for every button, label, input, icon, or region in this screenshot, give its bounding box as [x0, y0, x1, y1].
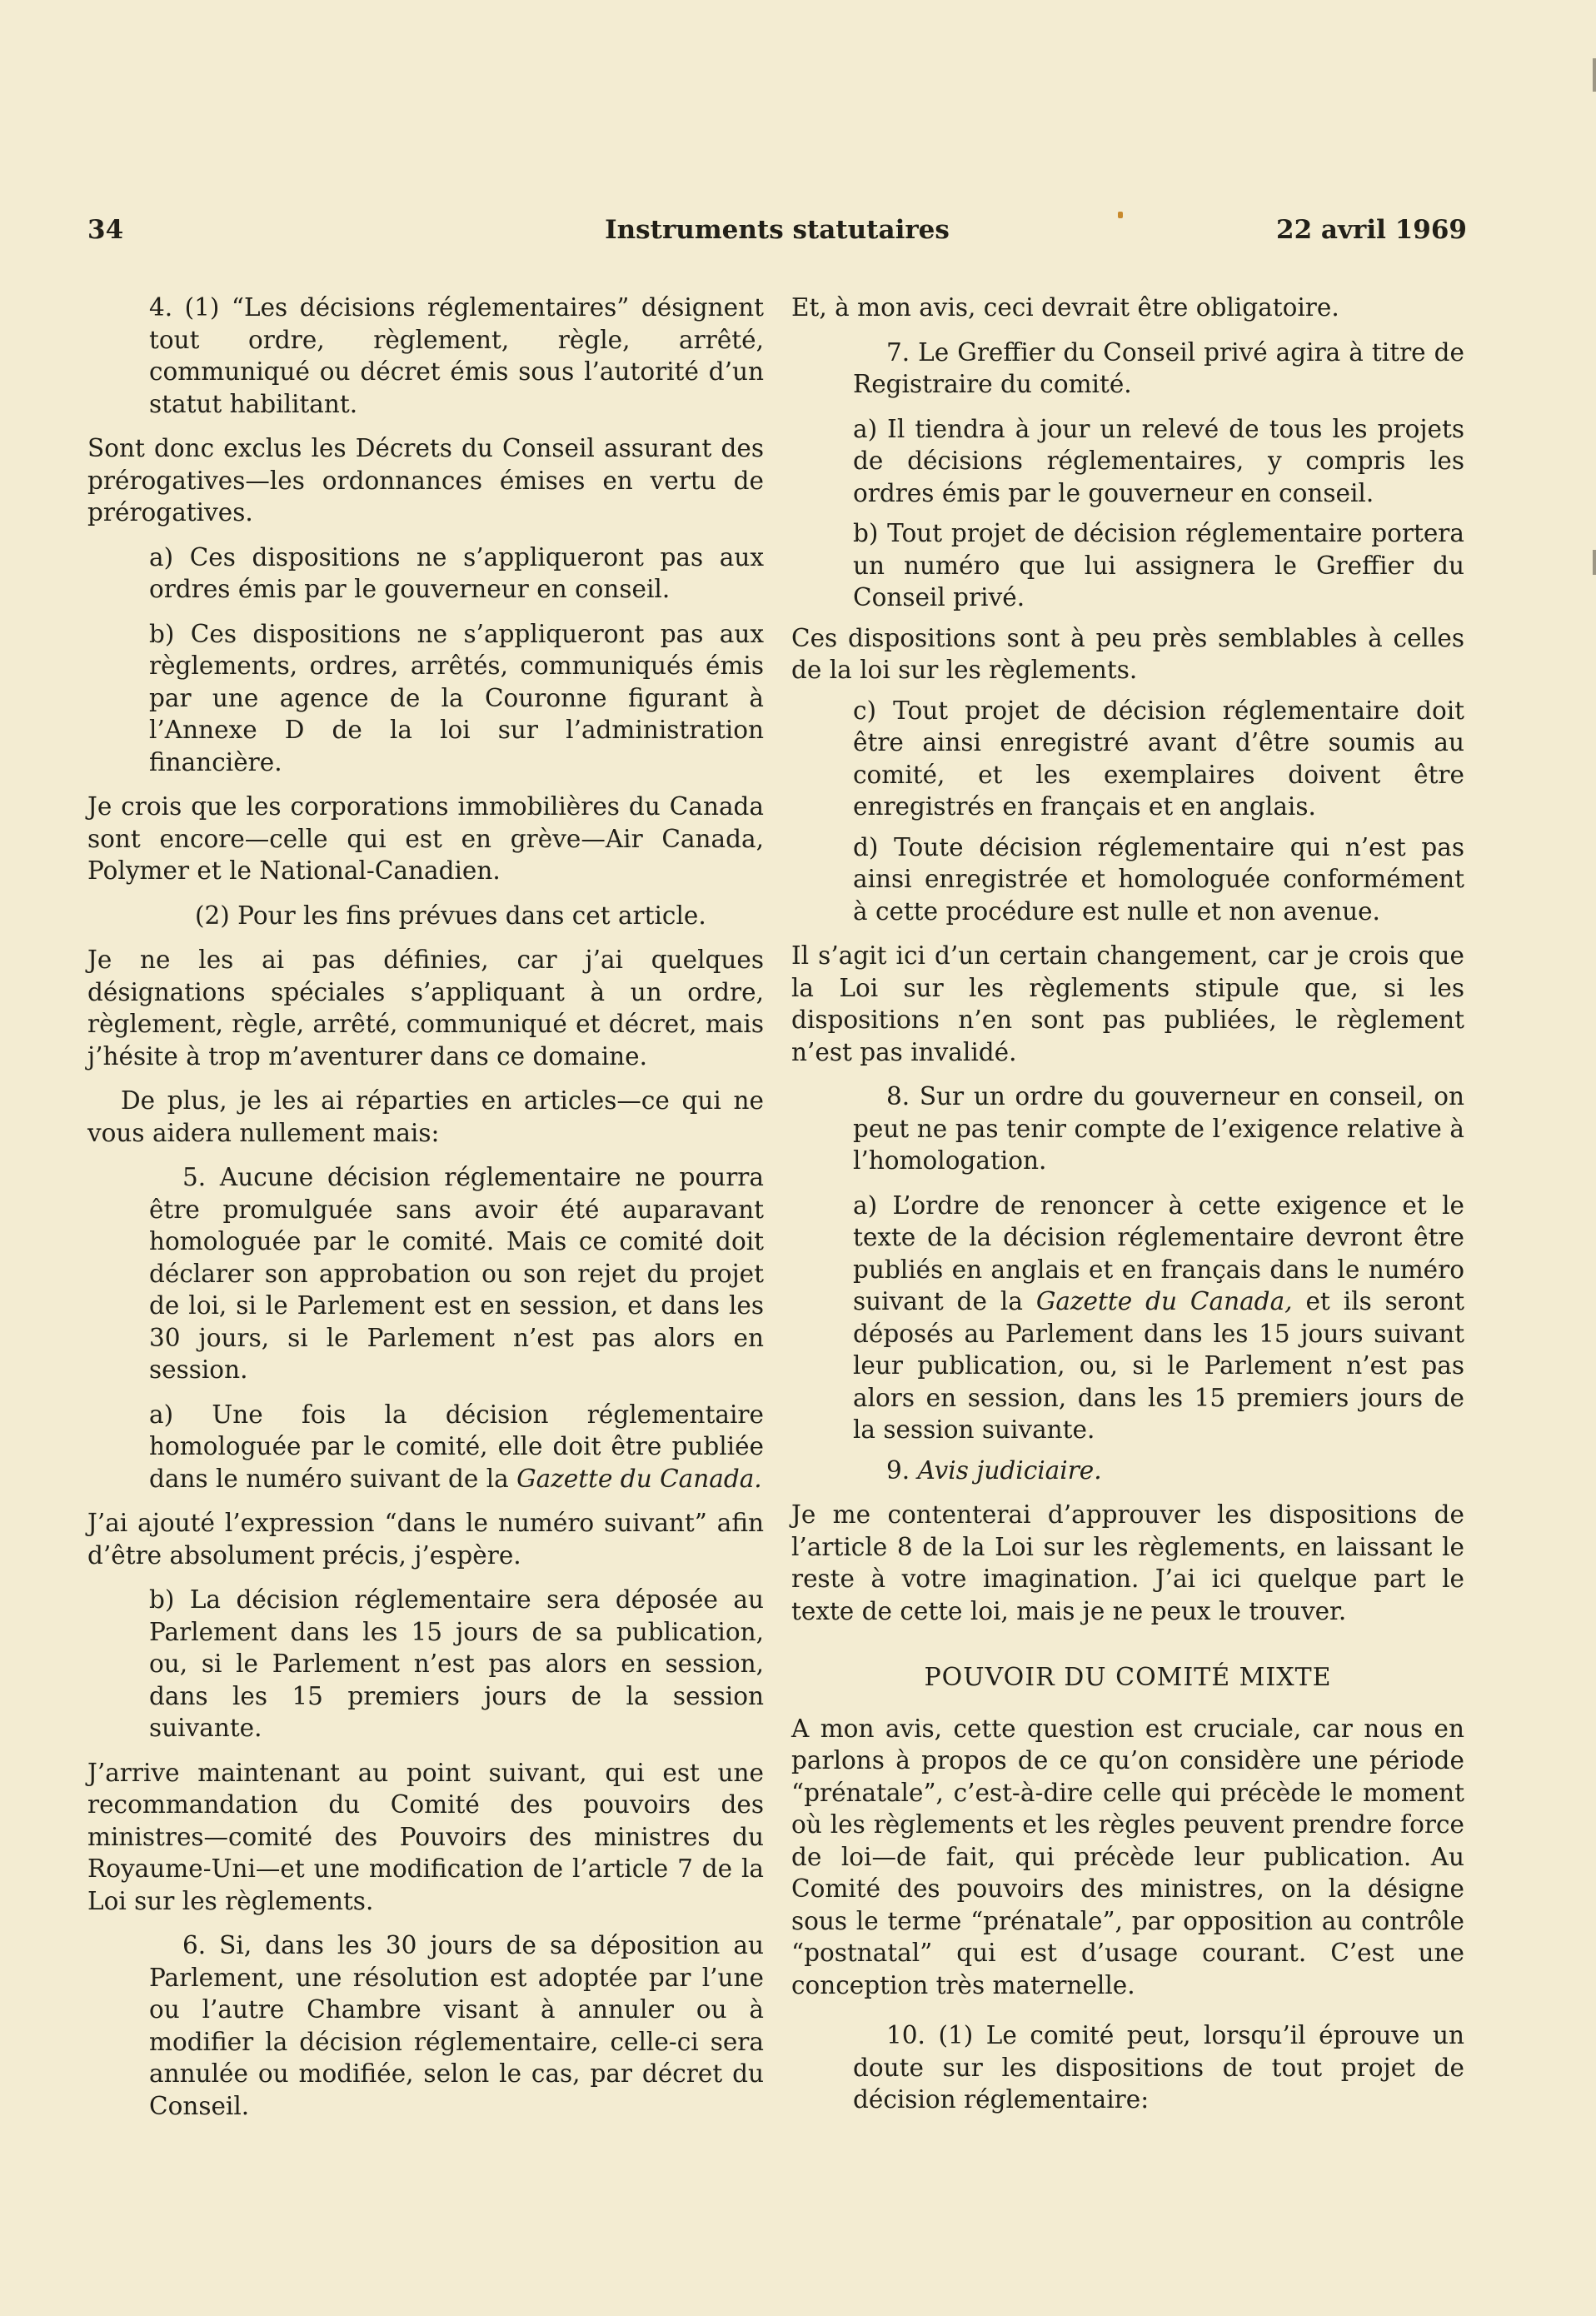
clause-8a-text-cont: et ils seront déposés au Parlement dans les 15 jours suivant leur publication, ou, si le Parlement n’est pas alors en session, dans les 15 premiers jours de la session suivante.	[853, 1287, 1464, 1444]
paragraph: J’arrive maintenant au point suivant, qui est une recommandation du Comité des pouvoirs des ministres—comité des Pouvoirs des ministres du Royaume-Uni—et une modification de l’article 7 de la Loi sur les règlements.	[87, 1758, 764, 1915]
paragraph: J’ai ajouté l’expression “dans le numéro suivant” afin d’être absolument précis, j’espère.	[87, 1509, 764, 1570]
paragraph: Ces dispositions sont à peu près semblables à celles de la loi sur les règlements.	[791, 623, 1464, 684]
gazette-title: Gazette du Canada.	[516, 1464, 762, 1493]
section-4-1: 4. (1) “Les décisions réglementaires” désignent tout ordre, règlement, règle, arrêté, communiqué ou décret émis sous l’autorité d’un statut habilitant.	[149, 293, 764, 418]
section-7: 7. Le Greffier du Conseil privé agira à titre de Registraire du comité.	[853, 337, 1464, 398]
paragraph: Je me contenterai d’approuver les dispositions de l’article 8 de la Loi sur les règlements, en laissant le reste à votre imagination. J’ai ici quelque part le texte de cette loi, mais je ne peux le trouver.	[791, 1500, 1464, 1625]
left-column	[87, 292, 764, 2134]
gazette-title: Gazette du Canada,	[1035, 1287, 1293, 1315]
clause-8a	[853, 1190, 1464, 1446]
clause-5a	[149, 1399, 764, 1495]
clause-7b: b) Tout projet de décision réglementaire portera un numéro que lui assignera le Greffier du Conseil privé.	[853, 519, 1464, 611]
paragraph: Et, à mon avis, ceci devrait être obligatoire.	[791, 293, 1339, 322]
page-edge-mark	[1593, 550, 1596, 575]
clause-7a: a) Il tiendra à jour un relevé de tous les projets de décisions réglementaires, y compris les ordres émis par le gouverneur en conseil.	[853, 414, 1464, 507]
section-9-number: 9.	[886, 1455, 918, 1485]
section-5: 5. Aucune décision réglementaire ne pourra être promulguée sans avoir été auparavant homologuée par le comité. Mais ce comité doit déclarer son approbation ou son rejet du projet de loi, si le Parlement est en session, et dans les 30 jours, si le Parlement n’est pas alors en session.	[149, 1163, 764, 1384]
clause-7d: d) Toute décision réglementaire qui n’est pas ainsi enregistrée et homologuée conformément à cette procédure est nulle et non avenue.	[853, 832, 1464, 926]
clause-8a-text: a) L’ordre de renoncer à cette exigence et le texte de la décision réglementaire devront être publiés en anglais et en français dans le numéro suivant de la	[853, 1190, 1464, 1315]
page-header	[87, 215, 1467, 257]
right-column	[791, 292, 1464, 2129]
clause-b: b) Ces dispositions ne s’appliqueront pas aux règlements, ordres, arrêtés, communiqués émis par une agence de la Couronne figurant à l’Annexe D de la loi sur l’administration financière.	[149, 619, 764, 776]
page-date: 22 avril 1969	[1276, 215, 1467, 245]
paragraph: Sont donc exclus les Décrets du Conseil assurant des prérogatives—les ordonnances émises en vertu de prérogatives.	[87, 434, 764, 527]
clause-5a-text: a) Une fois la décision réglementaire homologuée par le comité, elle doit être publiée dans le numéro suivant de la	[149, 1400, 764, 1493]
paragraph: Je ne les ai pas définies, car j’ai quelques désignations spéciales s’appliquant à un ordre, règlement, règle, arrêté, communiqué et décret, mais j’hésite à trop m’aventurer dans ce domaine.	[87, 946, 764, 1071]
paragraph: De plus, je les ai réparties en articles—ce qui ne vous aidera nullement mais:	[87, 1086, 764, 1147]
paper-speck	[1118, 212, 1123, 218]
paragraph: Je crois que les corporations immobilières du Canada sont encore—celle qui est en grève—Air Canada, Polymer et le National-Canadien.	[87, 792, 764, 885]
page-number: 34	[87, 215, 124, 245]
section-heading: POUVOIR DU COMITÉ MIXTE	[924, 1663, 1332, 1692]
paragraph: Il s’agit ici d’un certain changement, car je crois que la Loi sur les règlements stipule que, si les dispositions n’en sont pas publiées, le règlement n’est pas invalidé.	[791, 941, 1464, 1066]
section-10-1: 10. (1) Le comité peut, lorsqu’il éprouve un doute sur les dispositions de tout projet de décision réglementaire:	[853, 2021, 1464, 2114]
section-4-2: (2) Pour les fins prévues dans cet article.	[195, 901, 706, 930]
clause-5b: b) La décision réglementaire sera déposée au Parlement dans les 15 jours de sa publication, ou, si le Parlement n’est pas alors en session, dans les 15 premiers jours de la session suivante.	[149, 1585, 764, 1742]
section-9	[853, 1455, 1464, 1487]
section-8: 8. Sur un ordre du gouverneur en conseil, on peut ne pas tenir compte de l’exigence relative à l’homologation.	[853, 1082, 1464, 1175]
clause-a: a) Ces dispositions ne s’appliqueront pas aux ordres émis par le gouverneur en conseil.	[149, 542, 764, 603]
running-title: Instruments statutaires	[605, 215, 950, 245]
section-9-title: Avis judiciaire.	[917, 1455, 1102, 1485]
page-edge-mark	[1593, 58, 1596, 92]
clause-7c: c) Tout projet de décision réglementaire doit être ainsi enregistré avant d’être soumis au comité, et les exemplaires doivent être enregistrés en français et en anglais.	[853, 696, 1464, 821]
section-6: 6. Si, dans les 30 jours de sa déposition au Parlement, une résolution est adoptée par l’une ou l’autre Chambre visant à annuler ou à modifier la décision réglementaire, celle-ci sera annulée ou modifiée, selon le cas, par décret du Conseil.	[149, 1931, 764, 2120]
paragraph: A mon avis, cette question est cruciale, car nous en parlons à propos de ce qu’on considère une période “prénatale”, c’est-à-dire celle qui précède le moment où les règlements et les règles peuvent prendre force de loi—de fait, qui précède leur publication. Au Comité des pouvoirs des ministres, on la désigne sous le terme “prénatale”, par opposition au contrôle “postnatal” qui est d’usage courant. C’est une conception très maternelle.	[791, 1714, 1464, 1999]
